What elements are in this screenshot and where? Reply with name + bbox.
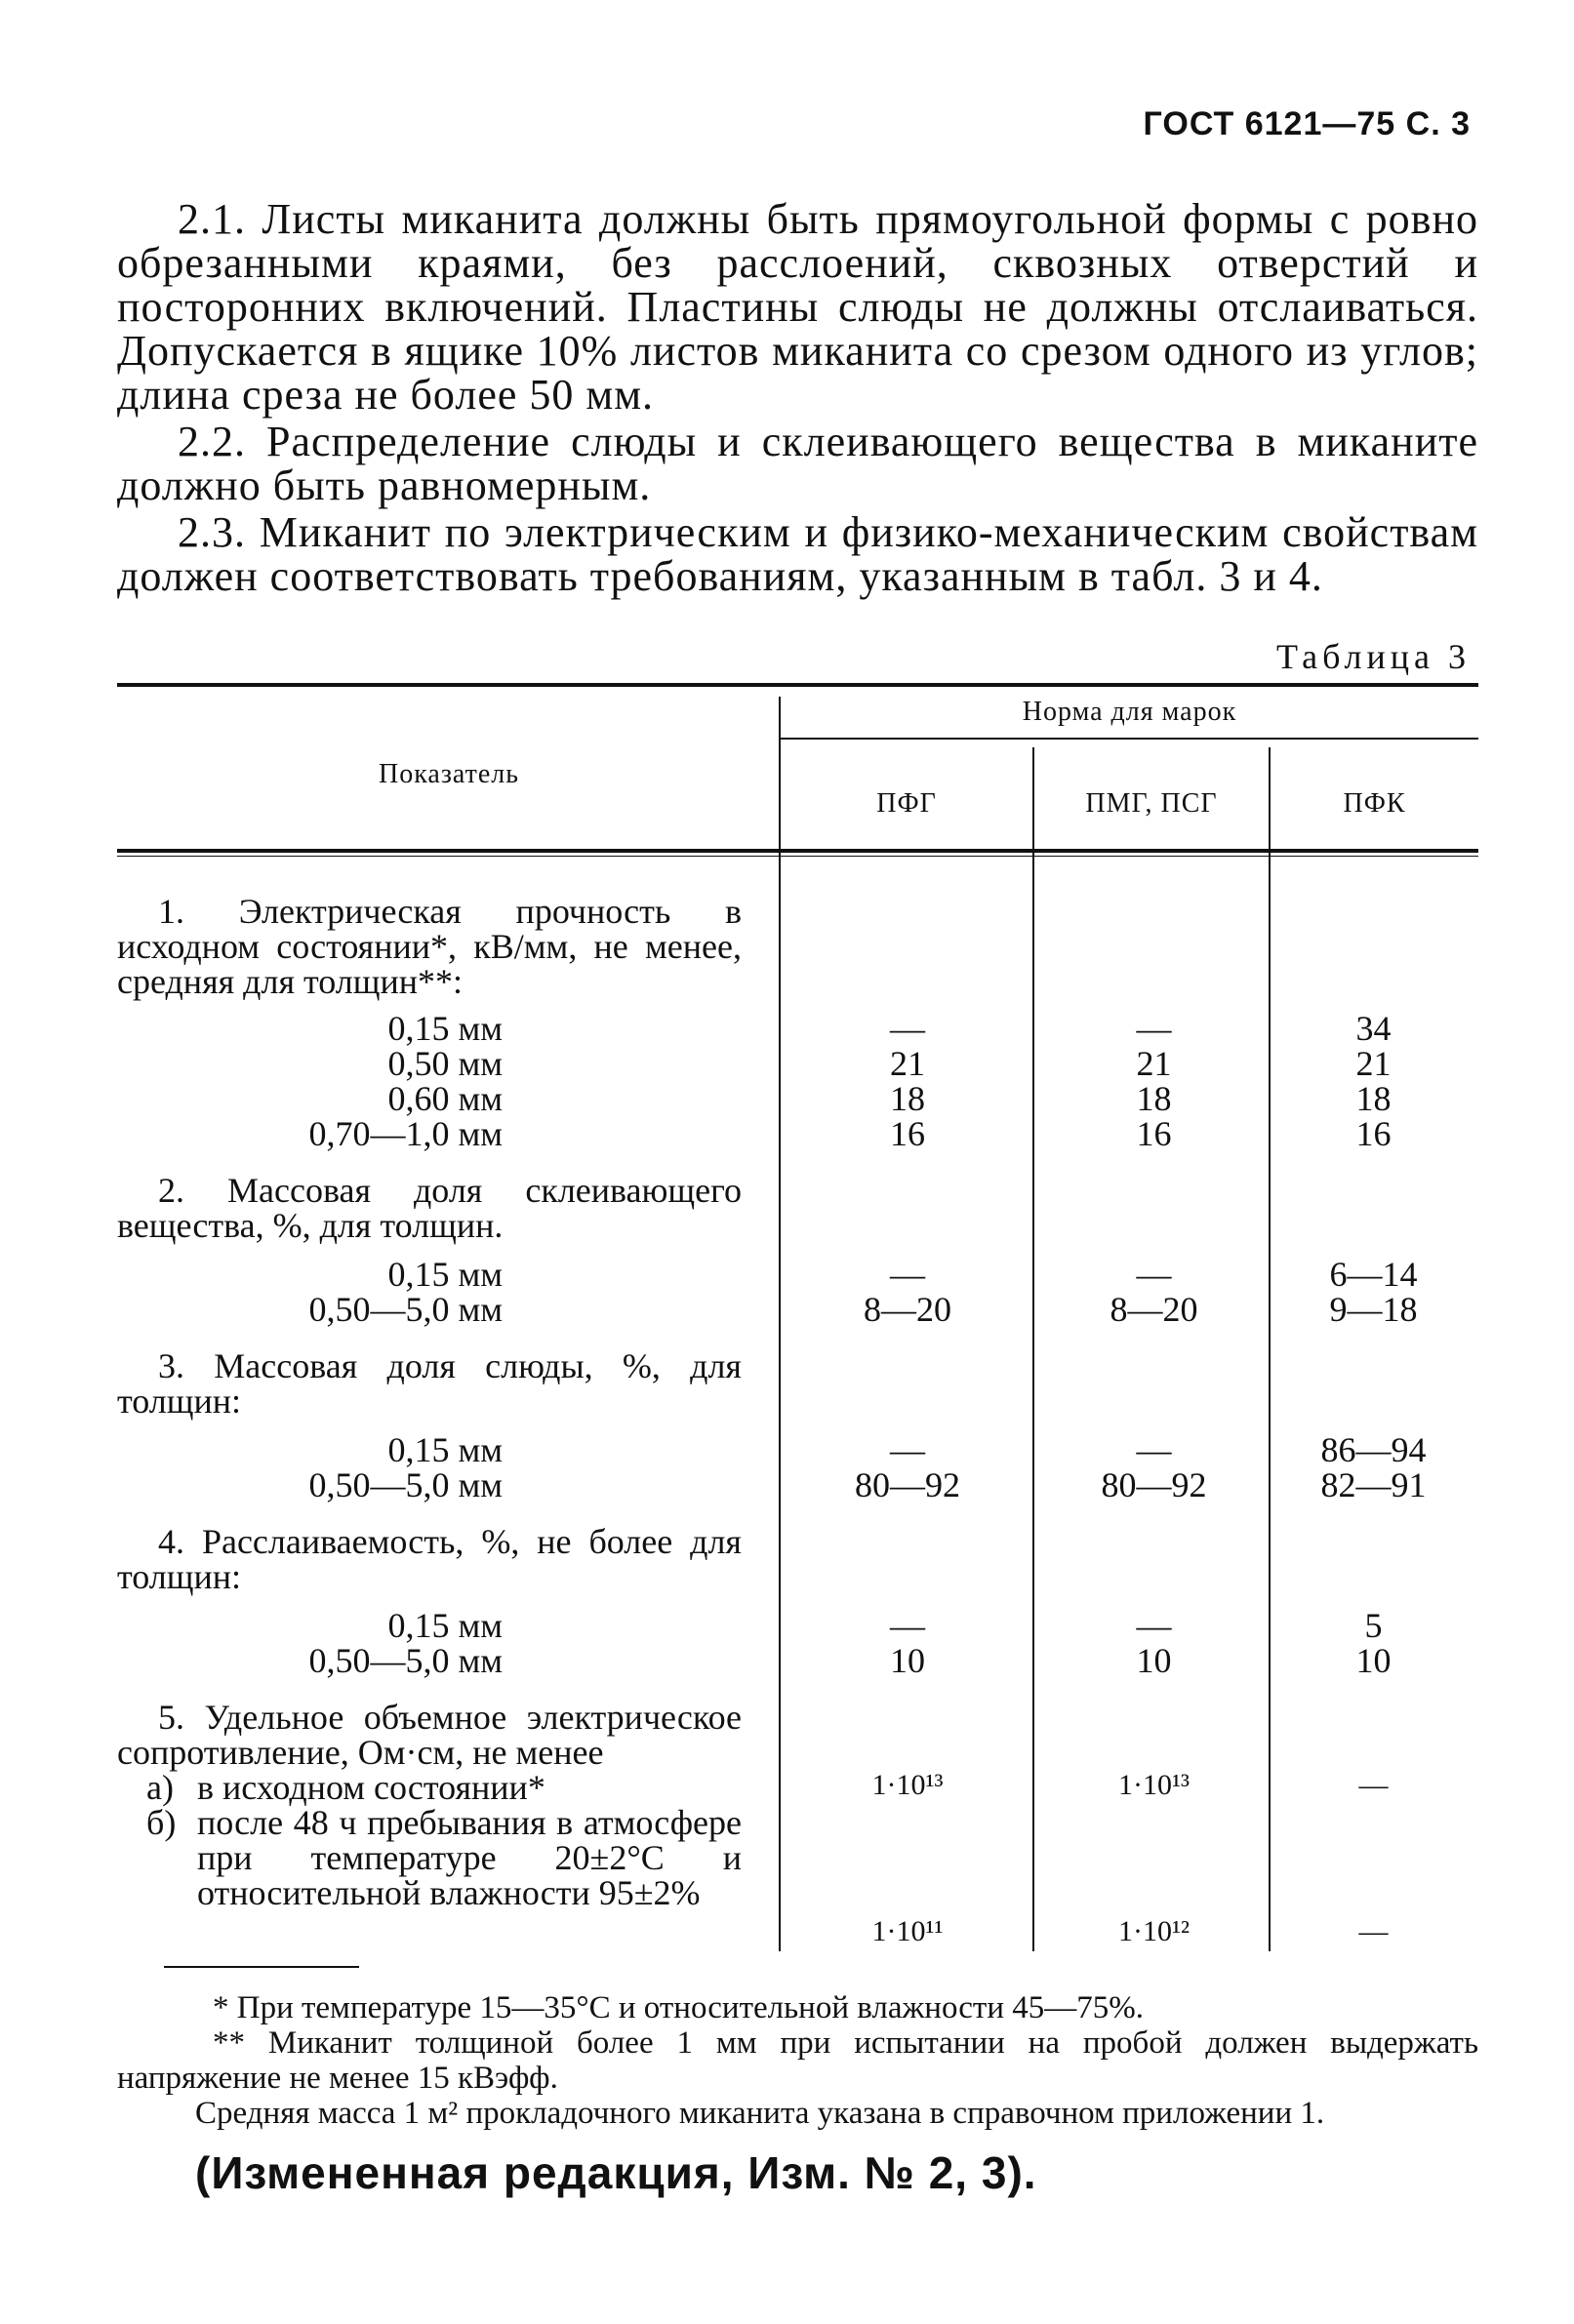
subrow-text: в исходном состоянии*: [197, 1768, 545, 1807]
row-label: 1. Электрическая прочность в исходном состоянии*, кВ/мм, не менее, средняя для толщин**:: [117, 892, 742, 1001]
footnotes: [117, 1990, 1478, 2131]
thickness-label: 0,50 мм: [387, 1044, 503, 1083]
norms-table: [117, 683, 1478, 1951]
value-pmg-psg: —: [1136, 1606, 1172, 1645]
body-text: [117, 197, 1478, 598]
value-pfg: —: [890, 1009, 925, 1048]
header-indicator: Показатель: [379, 759, 519, 789]
thickness-label: 0,50—5,0 мм: [308, 1290, 503, 1329]
value-pfg: 1·10¹³: [871, 1769, 944, 1801]
table-subrow: [146, 1805, 742, 1910]
note-average-mass: Средняя масса 1 м² прокладочного миканита указана в справочном приложении 1.: [195, 2096, 1325, 2131]
value-pmg-psg: —: [1136, 1255, 1172, 1294]
thickness-label: 0,15 мм: [387, 1255, 503, 1294]
value-pfg: 1·10¹¹: [871, 1915, 944, 1947]
paragraph-2-1: 2.1. Листы миканита должны быть прямоугольной формы с ровно обрезанными краями, без расслоений, сквозных отверстий и посторонних включений. Пластины слюды не должны отслаиваться. Допускается в ящике 10% листов миканита со срезом одного из углов; длина среза не более 50 мм.: [117, 195, 1478, 419]
value-pfk: 34: [1355, 1009, 1392, 1048]
value-pfg: —: [890, 1606, 925, 1645]
value-pmg-psg: 1·10¹³: [1118, 1769, 1190, 1801]
row-label: 3. Массовая доля слюды, %, для толщин:: [117, 1346, 742, 1421]
value-pfk: 10: [1355, 1641, 1392, 1680]
thickness-label: 0,15 мм: [387, 1430, 503, 1469]
table-subrow: [146, 1770, 742, 1805]
table-top-rule: [117, 683, 1478, 687]
value-pfg: —: [890, 1255, 925, 1294]
value-pmg-psg: 8—20: [1110, 1290, 1198, 1329]
footnote-1: * При температуре 15—35°С и относительной влажности 45—75%.: [213, 1990, 1144, 2025]
value-pmg-psg: 21: [1136, 1044, 1172, 1083]
value-pmg-psg: 18: [1136, 1079, 1172, 1118]
value-pfk: 86—94: [1320, 1430, 1427, 1469]
subrow-marker: а): [146, 1768, 174, 1807]
thickness-label: 0,50—5,0 мм: [308, 1641, 503, 1680]
value-pfk: 6—14: [1329, 1255, 1418, 1294]
value-pmg-psg: 1·10¹²: [1118, 1915, 1190, 1947]
header-norm-group: Норма для марок: [1022, 697, 1237, 727]
value-pfk: 21: [1355, 1044, 1392, 1083]
thickness-label: 0,15 мм: [387, 1606, 503, 1645]
value-pfg: 21: [890, 1044, 925, 1083]
value-pfk: 82—91: [1320, 1465, 1427, 1504]
thickness-label: 0,50—5,0 мм: [308, 1465, 503, 1504]
value-pfg: 16: [890, 1114, 925, 1153]
value-pfg: 8—20: [864, 1290, 951, 1329]
value-pfg: 80—92: [855, 1465, 960, 1504]
value-pfk: —: [1358, 1769, 1389, 1801]
value-pfg: 18: [890, 1079, 925, 1118]
amendment-note: (Измененная редакция, Изм. № 2, 3).: [195, 2147, 1037, 2198]
header-col-pmg-psg: ПМГ, ПСГ: [1085, 788, 1218, 819]
thickness-label: 0,60 мм: [387, 1079, 503, 1118]
row-label: 2. Массовая доля склеивающего вещества, %, для толщин.: [117, 1171, 742, 1245]
header-col-pfg: ПФГ: [876, 788, 937, 819]
table-caption: Таблица 3: [1276, 637, 1471, 676]
group-header-rule: [781, 738, 1478, 740]
thickness-label: 0,15 мм: [387, 1009, 503, 1048]
subrow-marker: б): [146, 1803, 177, 1842]
value-pfk: 16: [1355, 1114, 1392, 1153]
row-label: 4. Расслаиваемость, %, не более для толщин:: [117, 1522, 742, 1596]
footnote-2: ** Миканит толщиной более 1 мм при испытании на пробой должен выдержать напряжение не менее 15 кВэфф.: [117, 2025, 1478, 2096]
paragraph-2-3: 2.3. Миканит по электрическим и физико-механическим свойствам должен соответствовать требованиям, указанным в табл. 3 и 4.: [117, 508, 1478, 600]
footnote-rule: [164, 1966, 359, 1968]
value-pfk: 5: [1364, 1606, 1383, 1645]
page-header: ГОСТ 6121—75 С. 3: [1143, 105, 1471, 142]
thickness-label: 0,70—1,0 мм: [308, 1114, 503, 1153]
value-pmg-psg: —: [1136, 1009, 1172, 1048]
value-pmg-psg: 16: [1136, 1114, 1172, 1153]
value-pfk: —: [1358, 1915, 1389, 1947]
paragraph-2-2: 2.2. Распределение слюды и склеивающего вещества в миканите должно быть равномерным.: [117, 418, 1478, 509]
value-pmg-psg: 10: [1136, 1641, 1172, 1680]
value-pmg-psg: —: [1136, 1430, 1172, 1469]
header-col-pfk: ПФК: [1343, 788, 1406, 819]
row-label: 5. Удельное объемное электрическое сопротивление, Ом·см, не менее: [117, 1698, 742, 1772]
value-pfk: 18: [1355, 1079, 1392, 1118]
header-bottom-rule: [117, 849, 1478, 853]
value-pmg-psg: 80—92: [1101, 1465, 1207, 1504]
subrow-text: после 48 ч пребывания в атмосфере при температуре 20±2°С и относительной влажности 95±2%: [197, 1803, 742, 1912]
value-pfg: 10: [890, 1641, 925, 1680]
header-bottom-rule-2: [117, 856, 1478, 857]
value-pfg: —: [890, 1430, 925, 1469]
value-pfk: 9—18: [1329, 1290, 1418, 1329]
